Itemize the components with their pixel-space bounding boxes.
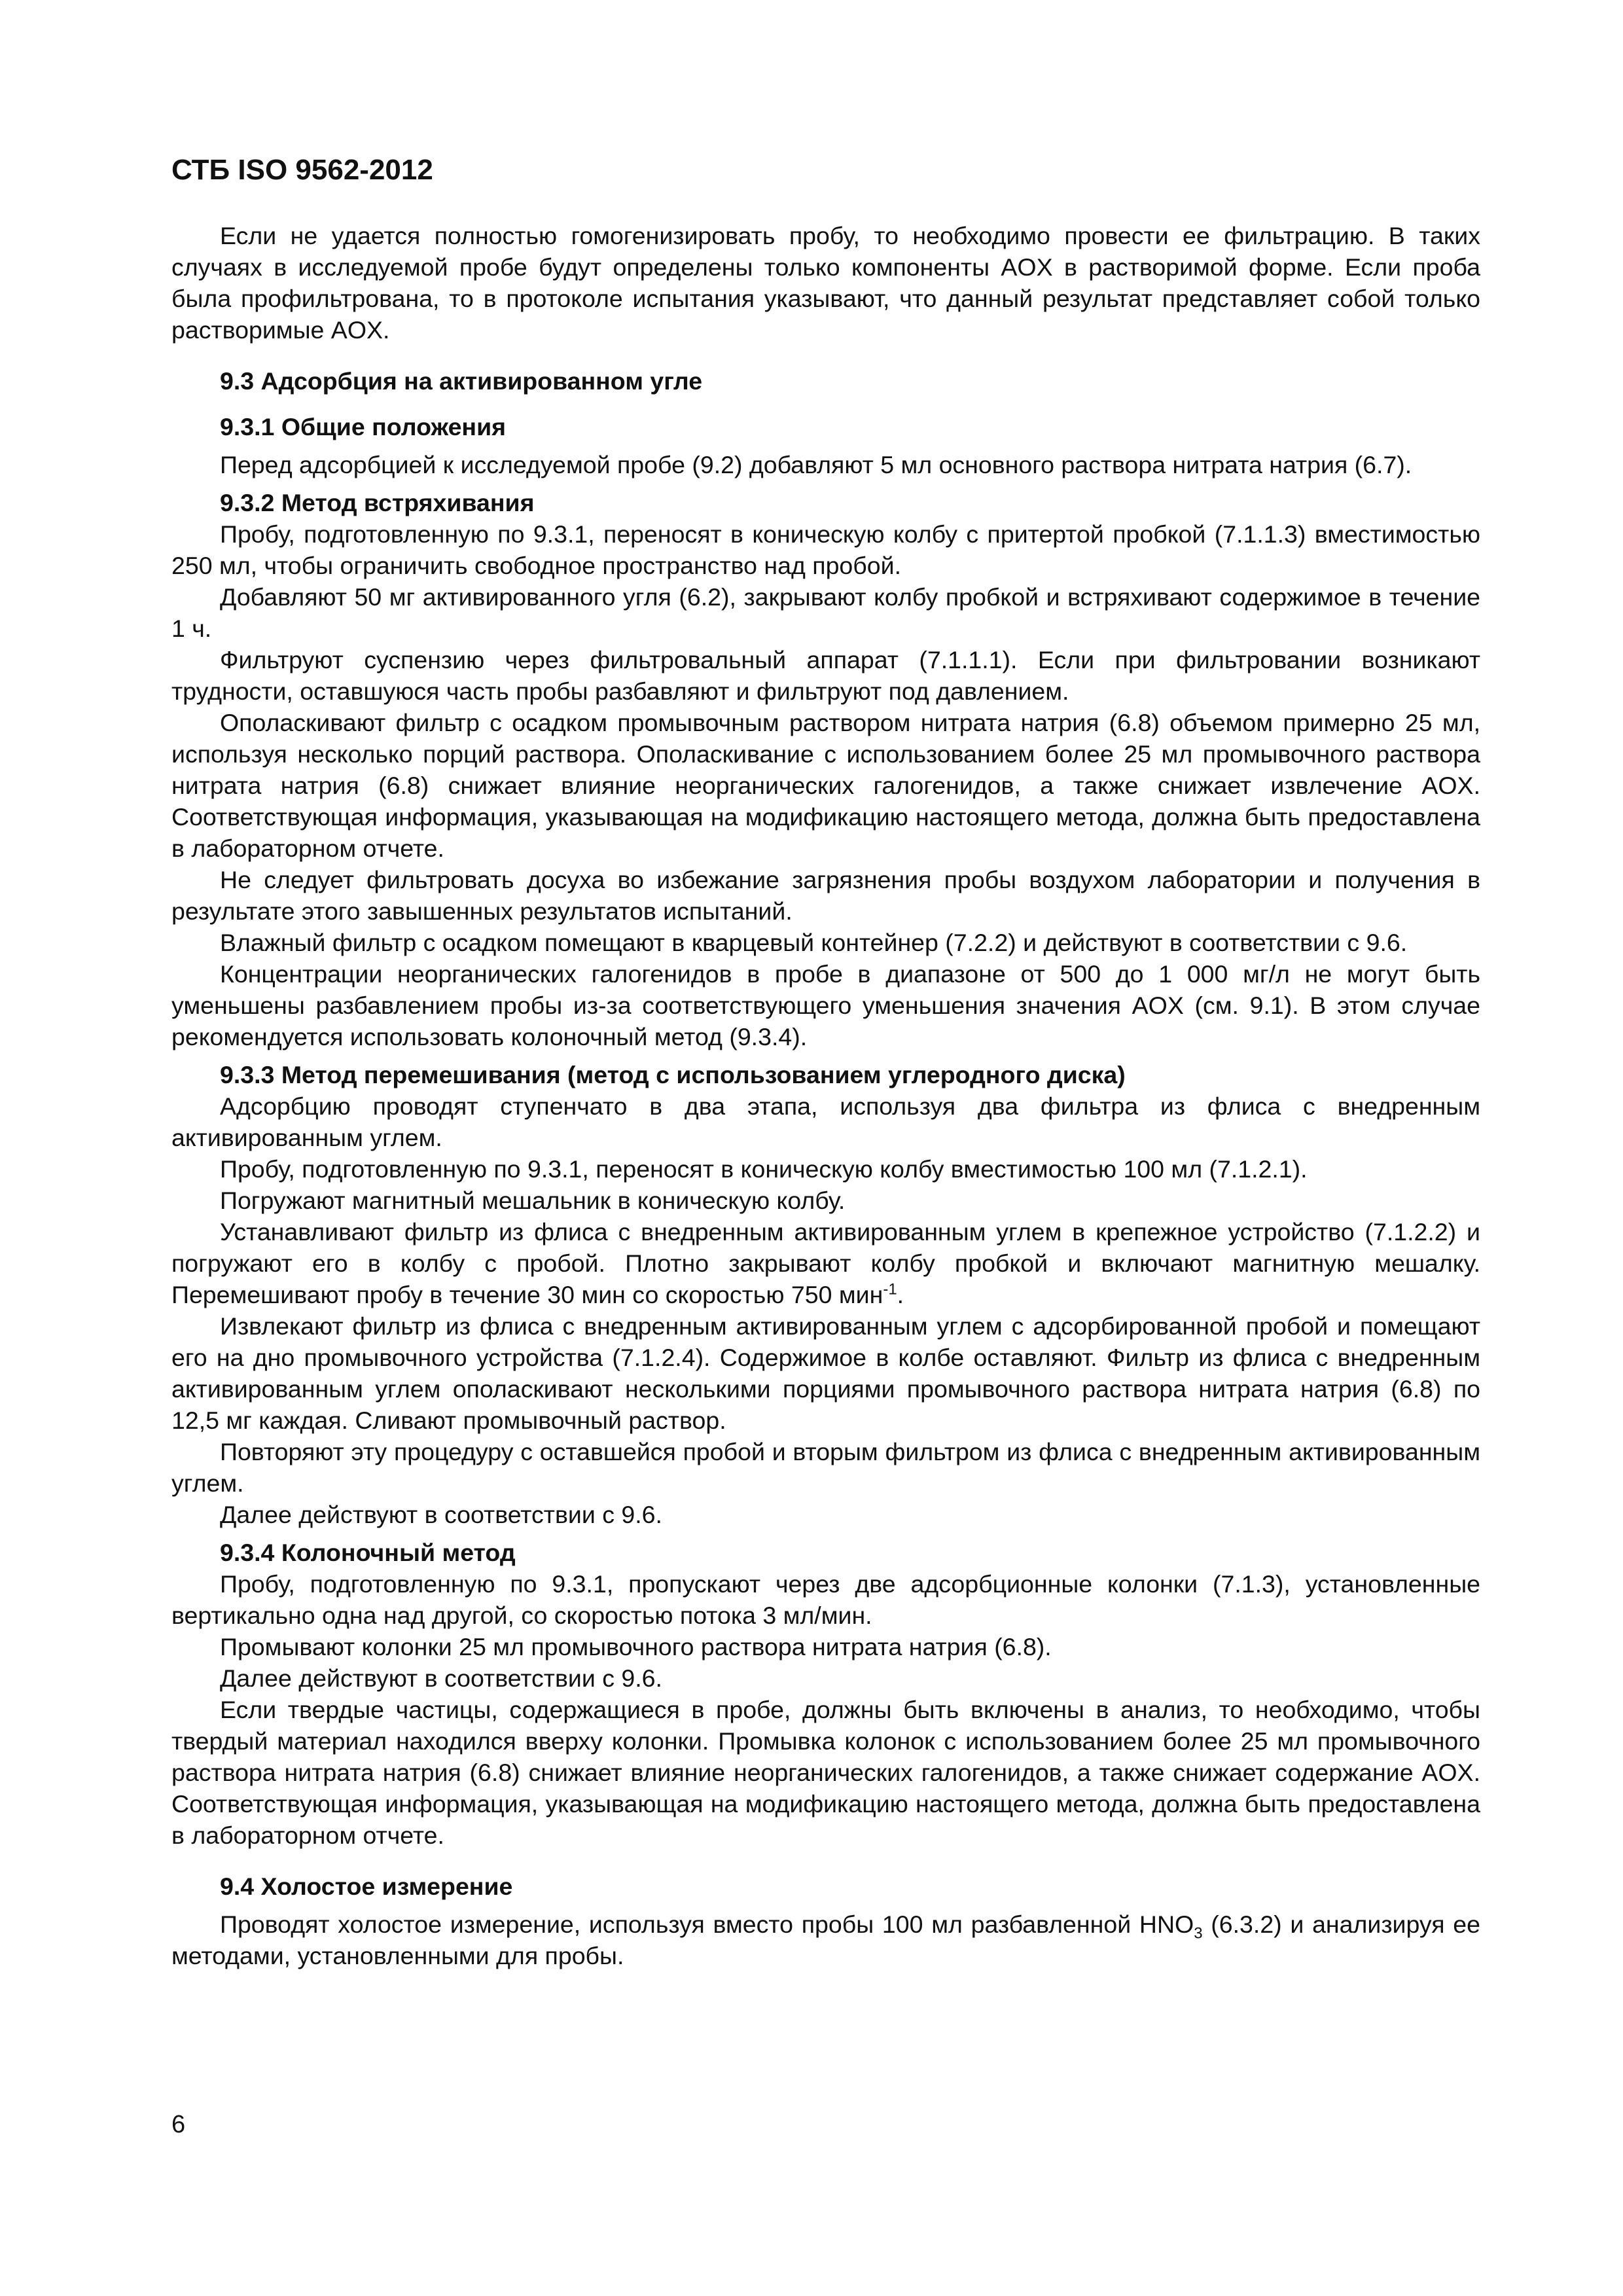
paragraph-9-4-1-text-a: Проводят холостое измерение, используя вместо пробы 100 мл разбавленной HNO bbox=[220, 1910, 1194, 1938]
paragraph-9-3-4-1: Пробу, подготовленную по 9.3.1, пропускают через две адсорбционные колонки (7.1.3), установленные вертикально одна над другой, со скоростью потока 3 мл/мин. bbox=[171, 1570, 1480, 1629]
intro-paragraph: Если не удается полностью гомогенизировать пробу, то необходимо провести ее фильтрацию. В таких случаях в исследуемой пробе будут определены только компоненты AOX в растворимой форме. Если проба была профильтрована, то в протоколе испытания указывают, что данный результат представляет собой только растворимые AOX. bbox=[171, 222, 1480, 344]
paragraph-9-3-2-2: Добавляют 50 мг активированного угля (6.2), закрывают колбу пробкой и встряхивают содержимое в течение 1 ч. bbox=[171, 583, 1480, 642]
section-heading-9-4: 9.4 Холостое измерение bbox=[220, 1873, 513, 1900]
paragraph-9-4-1 bbox=[171, 1909, 1480, 1971]
paragraph-9-3-2-4: Ополаскивают фильтр с осадком промывочным раствором нитрата натрия (6.8) объемом примерно 25 мл, используя несколько порций раствора. Ополаскивание с использованием более 25 мл промывочного раствора нитрата натрия (6.8) снижает влияние неорганических галогенидов, а также снижает извлечение AOX. Соответствующая информация, указывающая на модификацию настоящего метода, должна быть предоставлена в лабораторном отчете. bbox=[171, 709, 1480, 862]
paragraph-9-3-3-7: Далее действуют в соответствии с 9.6. bbox=[220, 1501, 662, 1528]
paragraph-9-3-3-6: Повторяют эту процедуру с оставшейся пробой и вторым фильтром из флиса с внедренным активированным углем. bbox=[171, 1438, 1480, 1497]
paragraph-9-3-3-3: Погружают магнитный мешальник в коническую колбу. bbox=[220, 1187, 846, 1214]
paragraph-9-4-1-text-b: (6.3.2) и анализируя ее методами, установленными для пробы. bbox=[171, 1910, 1480, 1969]
paragraph-9-3-2-7: Концентрации неорганических галогенидов в пробе в диапазоне от 500 до 1 000 мг/л не могут быть уменьшены разбавлением пробы из-за соответствующего уменьшения значения AOX (см. 9.1). В этом случае рекомендуется использовать колоночный метод (9.3.4). bbox=[171, 960, 1480, 1050]
paragraph-9-3-3-4-end: . bbox=[897, 1281, 904, 1308]
paragraph-9-3-3-5: Извлекают фильтр из флиса с внедренным активированным углем с адсорбированной пробой и помещают его на дно промывочного устройства (7.1.2.4). Содержимое в колбе оставляют. Фильтр из флиса с внедренным активированным углем ополаскивают несколькими порциями промывочного раствора нитрата натрия (6.8) по 12,5 мг каждая. Сливают промывочный раствор. bbox=[171, 1312, 1480, 1434]
paragraph-9-3-1-1: Перед адсорбцией к исследуемой пробе (9.2) добавляют 5 мл основного раствора нитрата натрия (6.7). bbox=[220, 451, 1412, 478]
paragraph-9-3-2-6: Влажный фильтр с осадком помещают в кварцевый контейнер (7.2.2) и действуют в соответствии с 9.6. bbox=[220, 929, 1408, 956]
paragraph-9-3-2-1: Пробу, подготовленную по 9.3.1, переносят в коническую колбу с притертой пробкой (7.1.1.3) вместимостью 250 мл, чтобы ограничить свободное пространство над пробой. bbox=[171, 520, 1480, 579]
paragraph-9-3-2-3: Фильтруют суспензию через фильтровальный аппарат (7.1.1.1). Если при фильтровании возникают трудности, оставшуюся часть пробы разбавляют и фильтруют под давлением. bbox=[171, 646, 1480, 705]
section-heading-9-3: 9.3 Адсорбция на активированном угле bbox=[220, 367, 703, 395]
section-heading-9-3-2: 9.3.2 Метод встряхивания bbox=[220, 489, 535, 516]
paragraph-9-3-2-5: Не следует фильтровать досуха во избежание загрязнения пробы воздухом лаборатории и получения в результате этого завышенных результатов испытаний. bbox=[171, 866, 1480, 925]
document-header: СТБ ISO 9562-2012 bbox=[171, 154, 433, 186]
paragraph-9-3-4-4: Если твердые частицы, содержащиеся в пробе, должны быть включены в анализ, то необходимо, чтобы твердый материал находился вверху колонки. Промывка колонок с использованием более 25 мл промывочного раствора нитрата натрия (6.8) снижает влияние неорганических галогенидов, а также снижает содержание AOX. Соответствующая информация, указывающая на модификацию настоящего метода, должна быть предоставлена в лабораторном отчете. bbox=[171, 1696, 1480, 1849]
subscript-three: 3 bbox=[1194, 1924, 1203, 1943]
paragraph-9-3-4-3: Далее действуют в соответствии с 9.6. bbox=[220, 1664, 662, 1692]
section-heading-9-3-4: 9.3.4 Колоночный метод bbox=[220, 1539, 516, 1566]
section-heading-9-3-1: 9.3.1 Общие положения bbox=[220, 413, 507, 440]
paragraph-9-3-3-2: Пробу, подготовленную по 9.3.1, переносят в коническую колбу вместимостью 100 мл (7.1.2.1). bbox=[220, 1155, 1308, 1183]
paragraph-9-3-3-1: Адсорбцию проводят ступенчато в два этапа, используя два фильтра из флиса с внедренным активированным углем. bbox=[171, 1092, 1480, 1151]
page-number: 6 bbox=[171, 2111, 186, 2138]
paragraph-9-3-3-4-text: Устанавливают фильтр из флиса с внедренным активированным углем в крепежное устройство (7.1.2.2) и погружают его в колбу с пробой. Плотно закрывают колбу пробкой и включают магнитную мешалку. Перемешивают пробу в течение 30 мин со скоростью 750 мин bbox=[171, 1218, 1480, 1308]
paragraph-9-3-4-2: Промывают колонки 25 мл промывочного раствора нитрата натрия (6.8). bbox=[220, 1633, 1052, 1660]
superscript-minus-one: -1 bbox=[883, 1280, 897, 1299]
document-body bbox=[171, 220, 1480, 1971]
paragraph-9-3-3-4 bbox=[171, 1216, 1480, 1310]
section-heading-9-3-3: 9.3.3 Метод перемешивания (метод с использованием углеродного диска) bbox=[220, 1061, 1126, 1088]
